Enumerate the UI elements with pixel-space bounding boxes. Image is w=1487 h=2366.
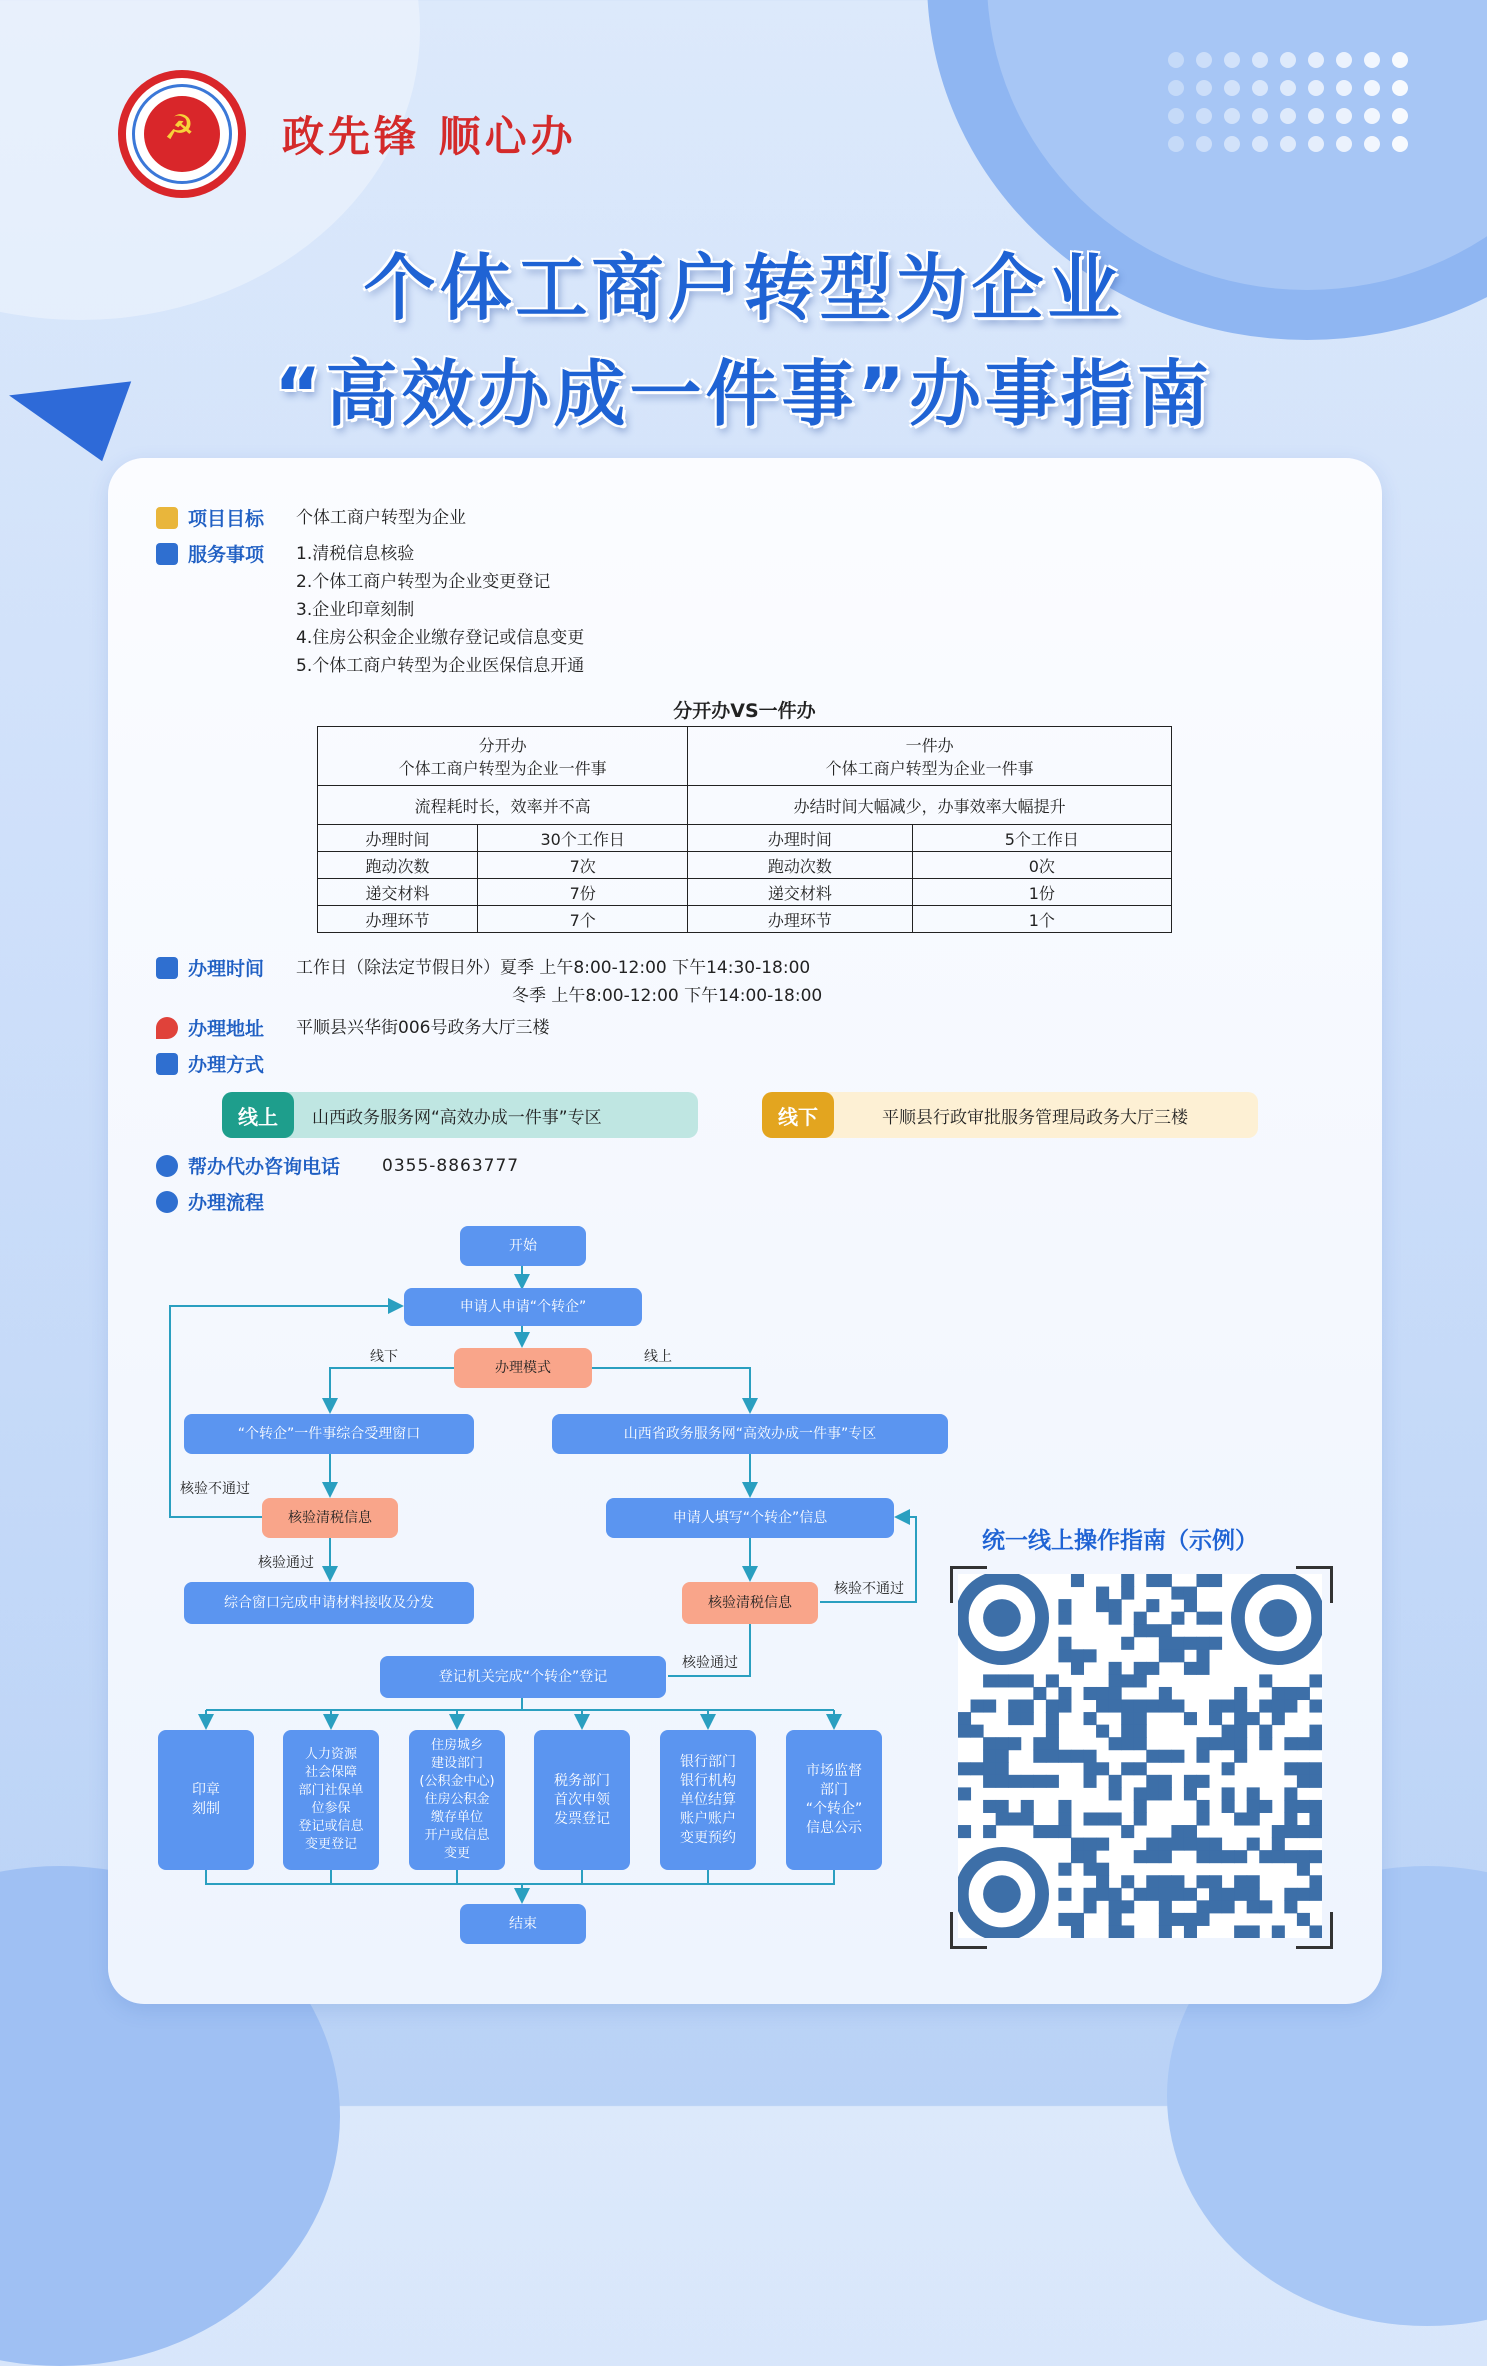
- flow-start: 开始: [460, 1226, 586, 1266]
- flow-fail-right: 核验不通过: [834, 1581, 904, 1597]
- right-summary: 办结时间大幅减少，办事效率大幅提升: [688, 786, 1172, 825]
- flow-fill: 申请人填写“个转企”信息: [606, 1498, 894, 1538]
- address-value: 平顺县兴华街006号政务大厅三楼: [296, 1018, 550, 1038]
- flow-register: 登记机关完成“个转企”登记: [380, 1656, 666, 1698]
- online-tag: 线上: [222, 1092, 294, 1138]
- online-text: 山西政务服务网“高效办成一件事”专区: [312, 1107, 602, 1128]
- flow-pass-right: 核验通过: [682, 1655, 738, 1671]
- flow-dept: 人力资源 社会保障 部门社保单 位参保 登记或信息 变更登记: [283, 1730, 379, 1870]
- flow-apply: 申请人申请“个转企”: [404, 1288, 642, 1326]
- flow-fail-left: 核验不通过: [180, 1481, 250, 1497]
- offline-tag: 线下: [762, 1092, 834, 1138]
- flow-mode: 办理模式: [454, 1348, 592, 1388]
- flow-end: 结束: [460, 1904, 586, 1944]
- service-item: 1.清税信息核验: [296, 544, 415, 564]
- flow-verify-right: 核验清税信息: [682, 1582, 818, 1624]
- table-row: 递交材料 7份 递交材料 1份: [318, 879, 1172, 906]
- time-label: 办理时间: [188, 958, 265, 980]
- goal-label: 项目目标: [188, 508, 265, 530]
- flow-dept: 住房城乡 建设部门 (公积金中心) 住房公积金 缴存单位 开户或信息 变更: [409, 1730, 505, 1870]
- service-item: 3.企业印章刻制: [296, 600, 415, 620]
- flow-offline-label: 线下: [370, 1349, 398, 1365]
- flow-dept: 市场监督 部门 “个转企” 信息公示: [786, 1730, 882, 1870]
- offline-text: 平顺县行政审批服务管理局政务大厅三楼: [882, 1107, 1188, 1128]
- goal-value: 个体工商户转型为企业: [296, 508, 466, 528]
- flow-dept: 印章 刻制: [158, 1730, 254, 1870]
- process-label: 办理流程: [188, 1192, 265, 1214]
- flow-window: “个转企”一件事综合受理窗口: [184, 1414, 474, 1454]
- method-label: 办理方式: [188, 1054, 265, 1076]
- service-item: 4.住房公积金企业缴存登记或信息变更: [296, 628, 585, 648]
- address-label: 办理地址: [188, 1018, 265, 1040]
- left-summary: 流程耗时长，效率并不高: [318, 786, 688, 825]
- flow-pass-left: 核验通过: [258, 1555, 314, 1571]
- time-line: 工作日（除法定节假日外）夏季 上午8:00-12:00 下午14:30-18:00: [296, 958, 811, 978]
- service-label: 服务事项: [188, 544, 265, 566]
- phone-value: 0355-8863777: [382, 1156, 520, 1176]
- table-row: 跑动次数 7次 跑动次数 0次: [318, 852, 1172, 879]
- service-item: 5.个体工商户转型为企业医保信息开通: [296, 656, 585, 676]
- flow-verify-left: 核验清税信息: [262, 1498, 398, 1538]
- right-head: 一件办 个体工商户转型为企业一件事: [688, 727, 1172, 786]
- page-title-line1: 个体工商户转型为企业: [363, 246, 1124, 330]
- hammer-sickle-icon: ☭: [164, 108, 195, 148]
- page-title-line2: “高效办成一件事”办事指南: [274, 352, 1213, 436]
- flow-receive: 综合窗口完成申请材料接收及分发: [184, 1582, 474, 1624]
- slogan: 政先锋 顺心办: [282, 112, 577, 161]
- flow-zone: 山西省政务服务网“高效办成一件事”专区: [552, 1414, 948, 1454]
- flow-dept: 银行部门 银行机构 单位结算 账户账户 变更预约: [660, 1730, 756, 1870]
- table-row: 办理环节 7个 办理环节 1个: [318, 906, 1172, 933]
- qr-code[interactable]: [958, 1574, 1322, 1938]
- time-line: 冬季 上午8:00-12:00 下午14:00-18:00: [512, 986, 823, 1006]
- table-row: 办理时间 30个工作日 办理时间 5个工作日: [318, 825, 1172, 852]
- flow-online-label: 线上: [644, 1349, 672, 1365]
- left-head: 分开办 个体工商户转型为企业一件事: [318, 727, 688, 786]
- qr-title: 统一线上操作指南（示例）: [982, 1528, 1258, 1554]
- compare-title: 分开办VS一件办: [673, 700, 816, 722]
- flow-dept: 税务部门 首次申领 发票登记: [534, 1730, 630, 1870]
- phone-label: 帮办代办咨询电话: [188, 1156, 341, 1178]
- service-item: 2.个体工商户转型为企业变更登记: [296, 572, 551, 592]
